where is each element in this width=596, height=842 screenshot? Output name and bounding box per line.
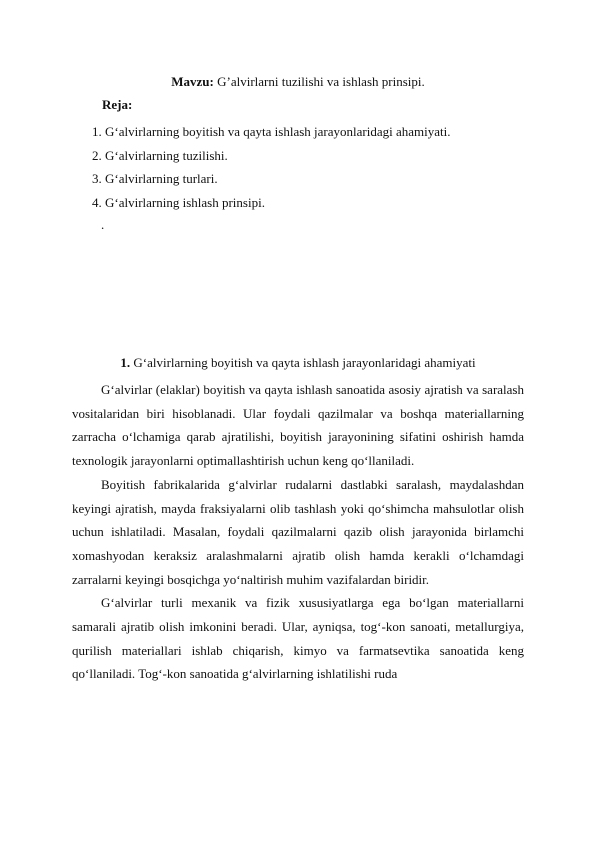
paragraph-1: G‘alvirlar (elaklar) boyitish va qayta ishlash sanoatida asosiy ajratish va saralash vositalaridan biri hisoblanadi. Ular foydali qazilmalar va boshqa materiallarning zarracha o‘lchamiga qarab ajratilishi, boyitish jarayonining sifatini oshirish hamda texnologik jarayonlarni optimallashtirish uchun keng qo‘llaniladi.: [72, 382, 524, 469]
topic-label: Mavzu:: [171, 74, 214, 89]
body-text: [72, 378, 524, 686]
plan-item-3: 3. G‘alvirlarning turlari.: [92, 171, 218, 186]
topic-line: [0, 73, 596, 91]
section-title: G‘alvirlarning boyitish va qayta ishlash jarayonlaridagi ahamiyati: [130, 355, 476, 370]
section-heading: [0, 354, 596, 372]
section-number: 1.: [120, 355, 131, 370]
plan-title: Reja:: [102, 97, 133, 112]
plan-item-2: 2. G‘alvirlarning tuzilishi.: [92, 147, 228, 163]
paragraph-3: G‘alvirlar turli mexanik va fizik xususiyatlarga ega bo‘lgan materiallarni samarali ajratib olish imkonini beradi. Ular, ayniqsa, tog‘-kon sanoati, metallurgiya, qurilish materiallari ishlab chiqarish, kimyo va farmatsevtika sanoatida keng qo‘llaniladi. Tog‘-kon sanoatida g‘alvirlarning ishlatilishi ruda: [72, 595, 524, 682]
paragraph-2: Boyitish fabrikalarida g‘alvirlar rudalarni dastlabki saralash, maydalashdan keyingi ajratish, mayda fraksiyalarni olib tashlash yoki qo‘shimcha mahsulotlar olish uchun ishlatiladi. Masalan, foydali qazilmalarni qazib olish jarayonida birlamchi xomashyodan keraksiz aralashmalarni ajratib olish hamda kerakli o‘lchamdagi zarralarni keyingi bosqichga yo‘naltirish muhim vazifalardan biridir.: [72, 476, 524, 587]
plan-item-4: 4. G‘alvirlarning ishlash prinsipi.: [92, 194, 265, 210]
plan-item-1: 1. G‘alvirlarning boyitish va qayta ishlash jarayonlaridagi ahamiyati.: [92, 124, 451, 139]
plan-trailing-mark: .: [101, 217, 105, 232]
topic-text: G’alvirlarni tuzilishi va ishlash prinsipi.: [213, 74, 425, 89]
plan-list: [92, 120, 450, 214]
